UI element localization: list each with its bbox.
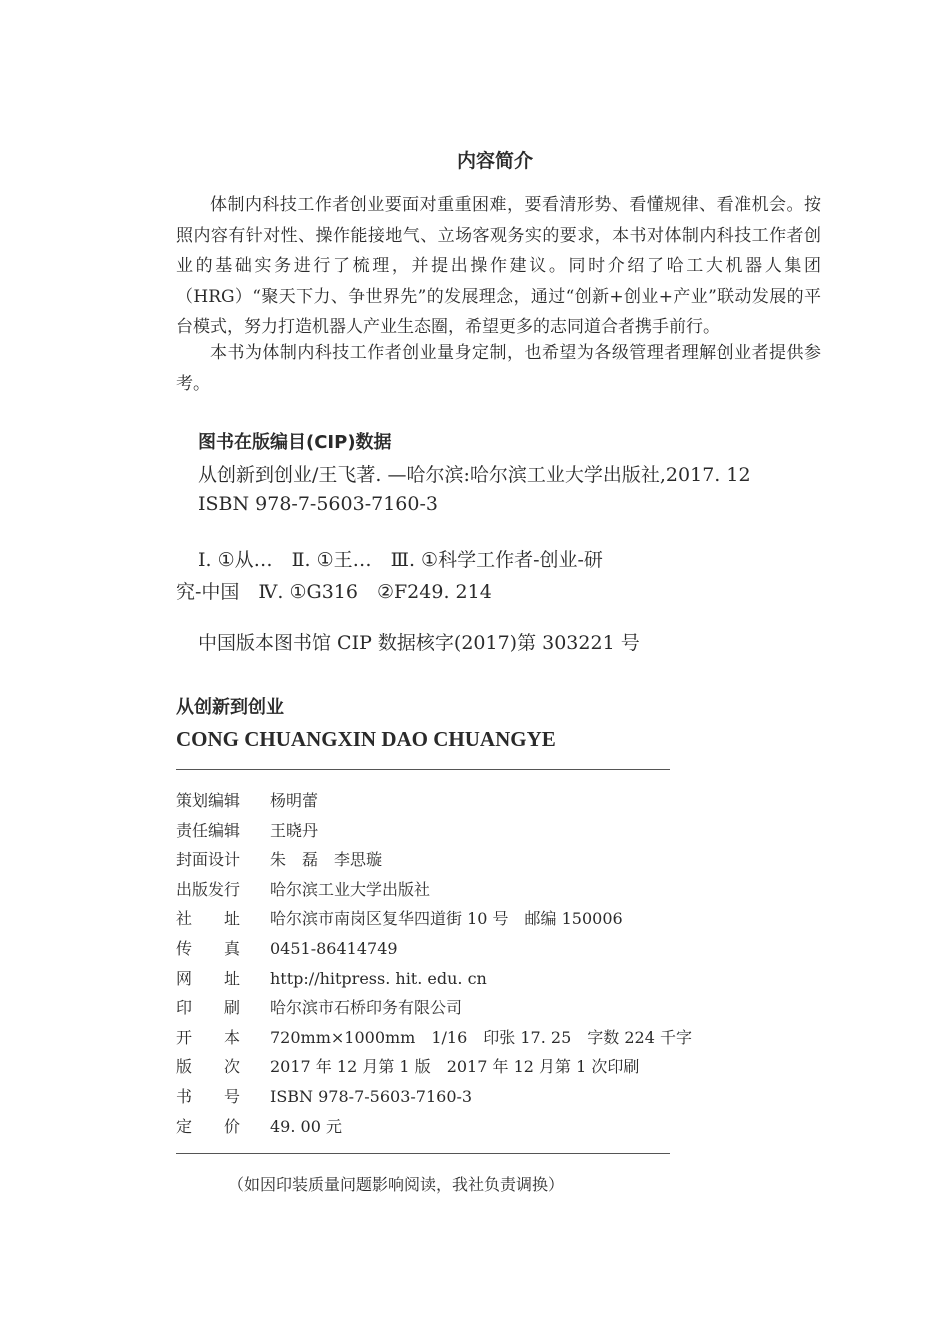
cip-title-line: 从创新到创业/王飞著. —哈尔滨:哈尔滨工业大学出版社,2017. 12 [198, 464, 751, 486]
cip-record-number: 中国版本图书馆 CIP 数据核字(2017)第 303221 号 [198, 632, 640, 654]
info-row-format [176, 1023, 692, 1053]
info-value: 2017 年 12 月第 1 版 2017 年 12 月第 1 次印刷 [270, 1057, 640, 1077]
info-row-cover-design [176, 845, 692, 875]
cip-heading: 图书在版编目(CIP)数据 [198, 432, 392, 453]
info-value: 49. 00 元 [270, 1116, 342, 1136]
book-title-pinyin: CONG CHUANGXIN DAO CHUANGYE [176, 727, 556, 751]
info-label: 社 址 [176, 909, 241, 929]
info-row-planning-editor [176, 786, 692, 816]
info-label: 封面设计 [176, 850, 241, 870]
info-value: 王晓丹 [270, 820, 319, 840]
info-value: 720mm×1000mm 1/16 印张 17. 25 字数 224 千字 [270, 1027, 692, 1047]
intro-paragraph-1: 体制内科技工作者创业要面对重重困难，要看清形势、看懂规律、看准机会。按照内容有针对性、操作能接地气、立场客观务实的要求，本书对体制内科技工作者创业的基础实务进行了梳理，并提出操作建议。同时介绍了哈工大机器人集团（HRG）“聚天下力、争世界先”的发展理念，通过“创新+创业+产业”联动发展的平台模式，努力打造机器人产业生态圈，希望更多的志同道合者携手前行。 [176, 195, 821, 337]
info-label: 传 真 [176, 938, 241, 958]
info-label: 定 价 [176, 1116, 241, 1136]
divider-top [176, 769, 670, 770]
info-label: 网 址 [176, 968, 241, 988]
intro-heading: 内容简介 [456, 150, 533, 172]
info-value: 哈尔滨工业大学出版社 [270, 879, 431, 899]
info-value: 杨明蕾 [270, 791, 319, 810]
publication-info [176, 786, 692, 1141]
info-value: 朱 磊 李思璇 [270, 850, 383, 870]
info-label: 版 次 [176, 1057, 241, 1077]
info-value: ISBN 978-7-5603-7160-3 [270, 1086, 473, 1106]
book-title-chinese: 从创新到创业 [176, 697, 284, 718]
cip-classification-line-2: 究-中国 Ⅳ. ①G316 ②F249. 214 [176, 581, 492, 603]
info-value: 哈尔滨市南岗区复华四道街 10 号 邮编 150006 [270, 909, 623, 929]
cip-isbn-line: ISBN 978-7-5603-7160-3 [198, 493, 438, 515]
info-label: 开 本 [176, 1027, 241, 1047]
info-row-edition [176, 1052, 692, 1082]
quality-notice: （如因印装质量问题影响阅读，我社负责调换） [228, 1175, 565, 1194]
info-row-book-number [176, 1082, 692, 1112]
info-row-fax [176, 934, 692, 964]
info-label: 策划编辑 [176, 791, 241, 810]
info-row-publisher [176, 875, 692, 905]
cip-classification-line-1: Ⅰ. ①从… Ⅱ. ①王… Ⅲ. ①科学工作者-创业-研 [198, 549, 603, 571]
info-label: 印 刷 [176, 998, 241, 1018]
info-label: 责任编辑 [176, 820, 241, 840]
info-value: 0451-86414749 [270, 938, 398, 958]
info-label: 出版发行 [176, 879, 241, 899]
info-value: 哈尔滨市石桥印务有限公司 [270, 998, 463, 1018]
info-row-responsible-editor [176, 816, 692, 846]
info-row-price [176, 1112, 692, 1142]
info-label: 书 号 [176, 1086, 241, 1106]
info-row-address [176, 904, 692, 934]
intro-paragraph-2: 本书为体制内科技工作者创业量身定制，也希望为各级管理者理解创业者提供参考。 [176, 343, 821, 394]
divider-bottom [176, 1153, 670, 1154]
info-row-website [176, 964, 692, 994]
info-value: http://hitpress. hit. edu. cn [270, 968, 487, 988]
info-row-printer [176, 993, 692, 1023]
